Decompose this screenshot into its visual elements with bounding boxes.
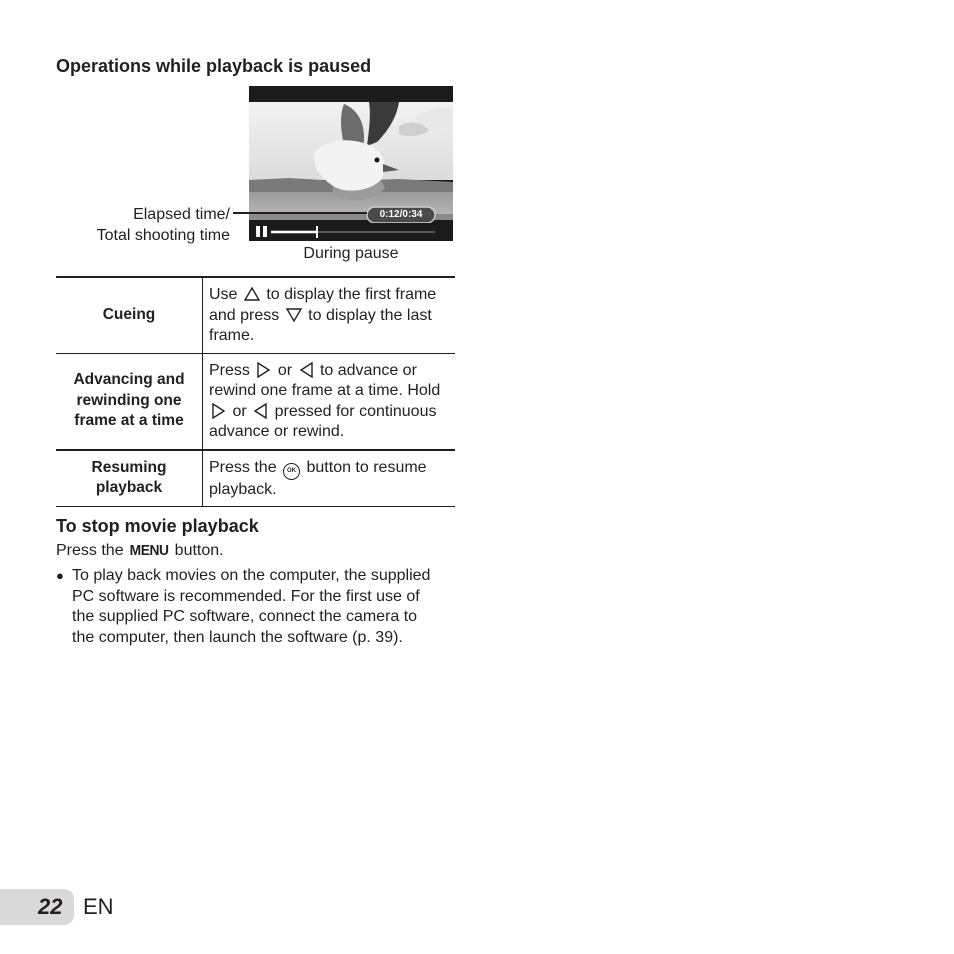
page-number: 22 [38,894,63,919]
row-label: Resuming playback [56,450,203,507]
table-row [56,353,455,450]
row-description: Use to display the first frame and press to display the last frame. [203,277,456,353]
menu-button-label: MENU [129,542,169,559]
row-description: Press or to advance or rewind one frame at a time. Hold or pressed for continuous advance or rewind. [203,353,456,450]
page-number-tab [0,889,74,925]
up-arrow-icon [244,286,260,302]
callout-label [97,204,230,246]
right-arrow-icon [211,403,226,419]
row-label: Cueing [56,277,203,353]
section-heading-paused: Operations while playback is paused [56,56,372,76]
operations-table [56,276,455,507]
callout-leader-line [233,212,367,214]
callout-line-2: Total shooting time [96,227,230,244]
playback-screen-illustration [249,86,453,241]
section-heading-stop: To stop movie playback [56,516,259,536]
callout-line-1: Elapsed time/ [133,206,230,223]
left-arrow-icon [253,403,268,419]
row-description: Press the OK button to resume playback. [203,450,456,507]
elapsed-total-time: 0:12/0:34 [379,209,423,220]
row-label: Advancing and rewinding one frame at a time [56,353,203,450]
page-language: EN [83,894,114,919]
table-row [56,277,455,353]
note-bullet: ● To play back movies on the computer, the supplied PC software is recommended. For the first use of the supplied PC software, connect the camera to the computer, then launch the software (p. 39). [56,566,456,648]
left-arrow-icon [299,362,314,378]
right-arrow-icon [256,362,271,378]
down-arrow-icon [286,307,302,323]
ok-button-icon: OK [283,463,300,480]
pause-icon [256,226,268,237]
bullet-icon: ● [56,568,64,583]
stop-instruction: Press the MENU button. [56,541,224,562]
screen-caption: During pause [303,245,399,262]
table-row [56,450,455,507]
